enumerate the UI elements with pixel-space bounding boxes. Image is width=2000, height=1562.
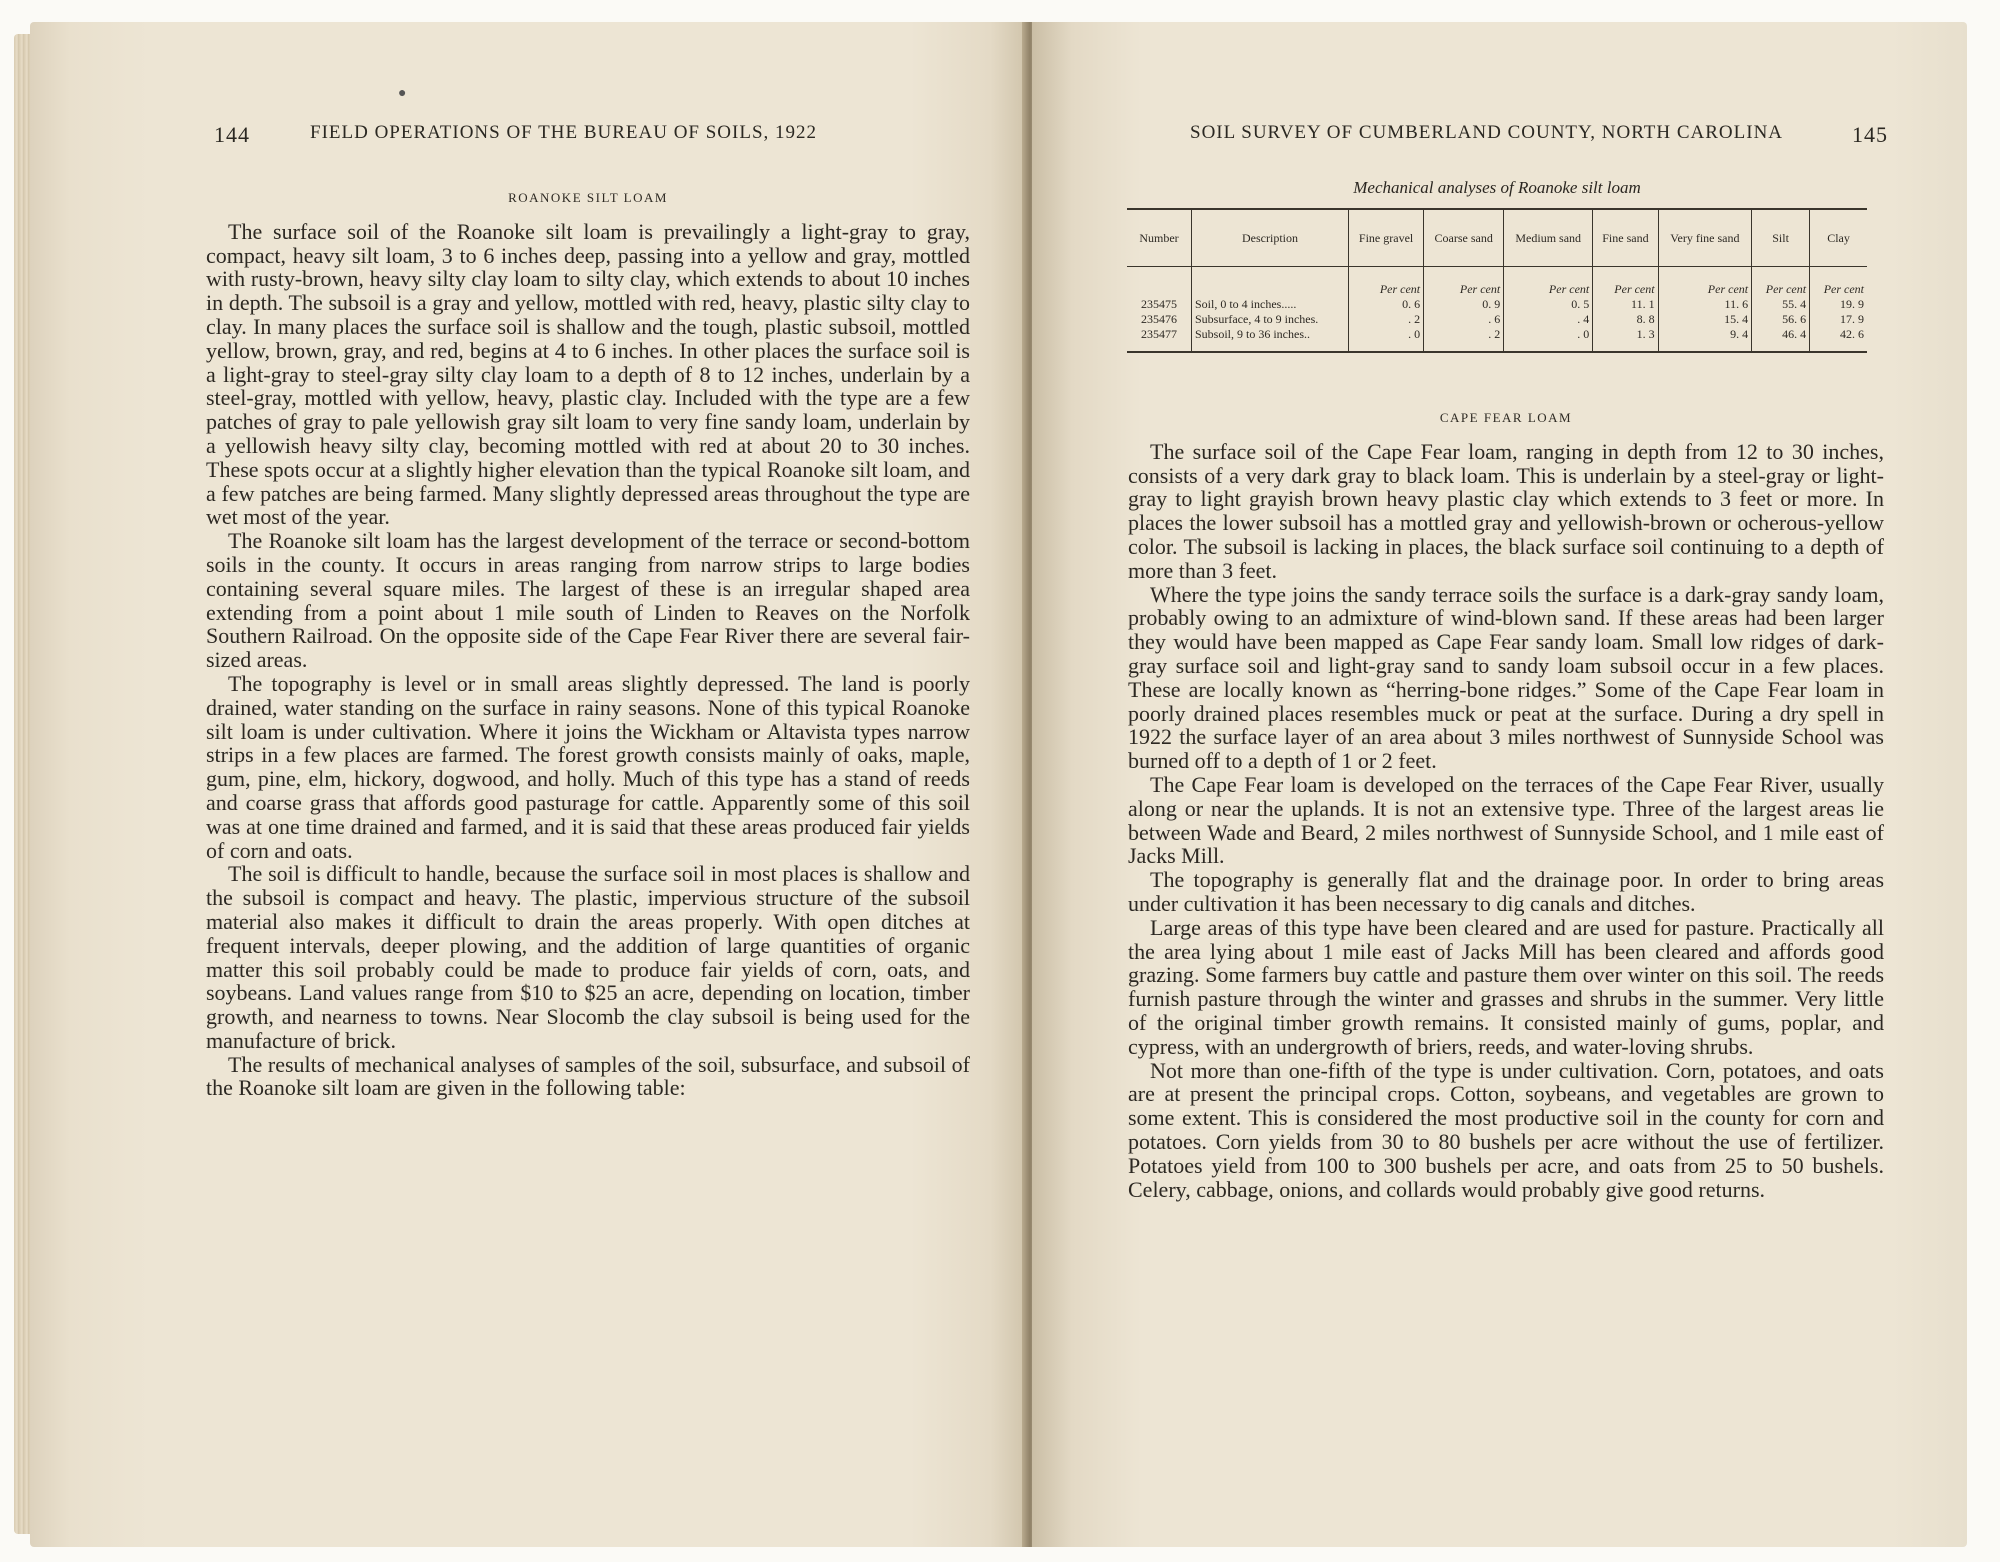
table-cell: 17. 9	[1810, 312, 1867, 327]
col-header: Very fine sand	[1658, 209, 1752, 267]
sample-number: 235476	[1141, 312, 1177, 326]
table-cell: 15. 4	[1658, 312, 1752, 327]
right-paragraph-1: The surface soil of the Cape Fear loam, ranging in depth from 12 to 30 inches, consists of a very dark gray to black loam. This is underlain by a steel-gray or light-gray to light grayish brown heavy plastic clay which extends to 3 feet or more. In places the lower subsoil has a mottled gray and yellowish-brown or ocherous-yellow color. The subsoil is lacking in places, the black surface soil continuing to a depth of more than 3 feet.	[1128, 438, 1884, 583]
table-header-row	[1127, 209, 1867, 267]
left-paragraph-5: The results of mechanical analyses of samples of the soil, subsurface, and subsoil of the Roanoke silt loam are given in the following table:	[206, 1051, 970, 1101]
table-cell: . 2	[1349, 312, 1424, 327]
left-page	[30, 22, 1028, 1547]
table-cell: . 0	[1504, 327, 1593, 352]
table-cell: 11. 6	[1658, 297, 1752, 312]
right-paragraph-3: The Cape Fear loam is developed on the terraces of the Cape Fear River, usually along or near the uplands. It is not an extensive type. Three of the largest areas lie between Wade and Beard, 2 miles northwest of Sunnyside School, and 1 mile east of Jacks Mill.	[1128, 771, 1884, 869]
col-header: Medium sand	[1504, 209, 1593, 267]
table-caption: Mechanical analyses of Roanoke silt loam	[1353, 178, 1641, 197]
left-paragraph-1: The surface soil of the Roanoke silt loam is prevailingly a light-gray to gray, compact, heavy silt loam, 3 to 6 inches deep, passing into a yellow and gray, mottled with rusty-brown, heavy silty clay loam to silty clay, which extends to about 10 inches in depth. The subsoil is a gray and yellow, mottled with red, heavy, plastic silty clay to clay. In many places the surface soil is shallow and the tough, plastic subsoil, mottled yellow, brown, gray, and red, begins at 4 to 6 inches. In other places the surface soil is a light-gray to steel-gray silty clay loam to a depth of 8 to 12 inches, underlain by a steel-gray, mottled with yellow, heavy, plastic clay. Included with the type are a few patches of gray to pale yellowish gray silt loam to very fine sandy loam, underlain by a yellowish heavy silty clay, becoming mottled with red at about 20 to 30 inches. These spots occur at a slightly higher elevation than the typical Roanoke silt loam, and a few patches are being farmed. Many slightly depressed areas throughout the type are wet most of the year.	[206, 218, 970, 530]
right-page	[1032, 22, 1967, 1547]
table-cell: 19. 9	[1810, 297, 1867, 312]
sample-number: 235475	[1141, 297, 1177, 311]
col-header: Description	[1192, 209, 1349, 267]
sample-description: Soil, 0 to 4 inches.....	[1192, 297, 1349, 312]
table-cell: 1. 3	[1593, 327, 1658, 352]
col-header: Fine gravel	[1349, 209, 1424, 267]
col-header: Coarse sand	[1424, 209, 1504, 267]
left-paragraph-2: The Roanoke silt loam has the largest development of the terrace or second-bottom soils in the county. It occurs in areas ranging from narrow strips to large bodies containing several square miles. The largest of these is an irregular shaped area extending from a point about 1 mile south of Linden to Reaves on the Norfolk Southern Railroad. On the opposite side of the Cape Fear River there are several fair-sized areas.	[206, 528, 970, 673]
unit-cell: Per cent	[1752, 267, 1810, 298]
right-paragraph-4: The topography is generally flat and the drainage poor. In order to bring areas under cultivation it has been necessary to dig canals and ditches.	[1128, 867, 1884, 916]
table-cell: 9. 4	[1658, 327, 1752, 352]
mechanical-analyses-table	[1127, 208, 1867, 353]
col-header: Number	[1127, 209, 1192, 267]
sample-description: Subsurface, 4 to 9 inches.	[1192, 312, 1349, 327]
unit-cell: Per cent	[1658, 267, 1752, 298]
table-cell: 0. 5	[1504, 297, 1593, 312]
table-cell: 0. 9	[1424, 297, 1504, 312]
table-cell: 0. 6	[1349, 297, 1424, 312]
table-cell: 56. 6	[1752, 312, 1810, 327]
sample-number: 235477	[1127, 327, 1192, 352]
col-header: Fine sand	[1593, 209, 1658, 267]
table-cell: 46. 4	[1752, 327, 1810, 352]
left-paragraph-3: The topography is level or in small areas slightly depressed. The land is poorly drained, water standing on the surface in rainy seasons. None of this typical Roanoke silt loam is under cultivation. Where it joins the Wickham or Altavista types narrow strips in a few places are farmed. The forest growth consists mainly of oaks, maple, gum, pine, elm, hickory, dogwood, and holly. Much of this type has a stand of reeds and coarse grass that affords good pasturage for cattle. Apparently some of this soil was at one time drained and farmed, and it is said that these areas produced fair yields of corn and oats.	[206, 670, 970, 863]
table-cell: . 0	[1349, 327, 1424, 352]
table-cell: 11. 1	[1593, 297, 1658, 312]
left-paragraph-4: The soil is difficult to handle, because the surface soil in most places is shallow and the subsoil is compact and heavy. The plastic, impervious structure of the subsoil material also makes it difficult to drain the areas properly. With open ditches at frequent intervals, deeper plowing, and the addition of large quantities of organic matter this soil probably could be made to produce fair yields of corn, oats, and soybeans. Land values range from $10 to $25 an acre, depending on location, timber growth, and nearness to towns. Near Slocomb the clay subsoil is being used for the manufacture of brick.	[206, 861, 970, 1053]
table-cell: . 6	[1424, 312, 1504, 327]
sample-description: Subsoil, 9 to 36 inches..	[1192, 327, 1349, 352]
ink-dot: ●	[398, 86, 407, 101]
left-text-column	[206, 186, 970, 1100]
right-running-head: SOIL SURVEY OF CUMBERLAND COUNTY, NORTH CAROLINA	[1190, 122, 1784, 143]
table-cell: 8. 8	[1593, 312, 1658, 327]
right-page-number: 145	[1852, 122, 1888, 147]
left-page-number: 144	[214, 122, 250, 147]
cape-fear-section-title: CAPE FEAR LOAM	[1439, 410, 1573, 425]
roanoke-section-title: ROANOKE SILT LOAM	[508, 190, 668, 205]
table-cell: 42. 6	[1810, 327, 1867, 352]
left-running-head-number	[214, 122, 250, 148]
table-units-row	[1127, 267, 1867, 298]
col-header: Silt	[1752, 209, 1810, 267]
right-paragraph-5: Large areas of this type have been cleared and are used for pasture. Practically all the area lying about 1 mile east of Jacks Mill has been cleared and affords good grazing. Some farmers buy cattle and pasture them over winter on this soil. The reeds furnish pasture through the winter and grasses and shrubs in the summer. Very little of the original timber growth remains. It consisted mainly of gums, poplar, and cypress, with an undergrowth of briers, reeds, and water-loving shrubs.	[1128, 914, 1884, 1059]
right-text-column	[1128, 406, 1884, 1201]
unit-cell: Per cent	[1424, 267, 1504, 298]
table-block	[1127, 178, 1867, 353]
table-row	[1127, 327, 1867, 352]
col-header: Clay	[1810, 209, 1867, 267]
table-row	[1127, 312, 1867, 327]
right-paragraph-6: Not more than one-fifth of the type is under cultivation. Corn, potatoes, and oats are at present the principal crops. Cotton, soybeans, and vegetables are grown to some extent. This is considered the most productive soil in the county for corn and potatoes. Corn yields from 30 to 80 bushels per acre without the use of fertilizer. Potatoes yield from 100 to 300 bushels per acre, and oats from 25 to 50 bushels. Celery, cabbage, onions, and collards would probably give good returns.	[1128, 1057, 1884, 1202]
left-running-head: FIELD OPERATIONS OF THE BUREAU OF SOILS, 1922	[310, 122, 818, 143]
table-cell: . 4	[1504, 312, 1593, 327]
unit-cell: Per cent	[1593, 267, 1658, 298]
table-cell: 55. 4	[1752, 297, 1810, 312]
table-row	[1127, 297, 1867, 312]
unit-cell: Per cent	[1504, 267, 1593, 298]
table-cell: . 2	[1424, 327, 1504, 352]
unit-cell: Per cent	[1349, 267, 1424, 298]
right-paragraph-2: Where the type joins the sandy terrace soils the surface is a dark-gray sandy loam, probably owing to an admixture of wind-blown sand. If these areas had been larger they would have been mapped as Cape Fear sandy loam. Small low ridges of dark-gray surface soil and light-gray sand to sandy loam subsoil occur in a few places. These are locally known as “herring-bone ridges.” Some of the Cape Fear loam in poorly drained places resembles muck or peat at the surface. During a dry spell in 1922 the surface layer of an area about 3 miles northwest of Sunnyside School was burned off to a depth of 1 or 2 feet.	[1128, 581, 1884, 774]
right-running-head-number	[1852, 122, 1888, 148]
unit-cell: Per cent	[1810, 267, 1867, 298]
